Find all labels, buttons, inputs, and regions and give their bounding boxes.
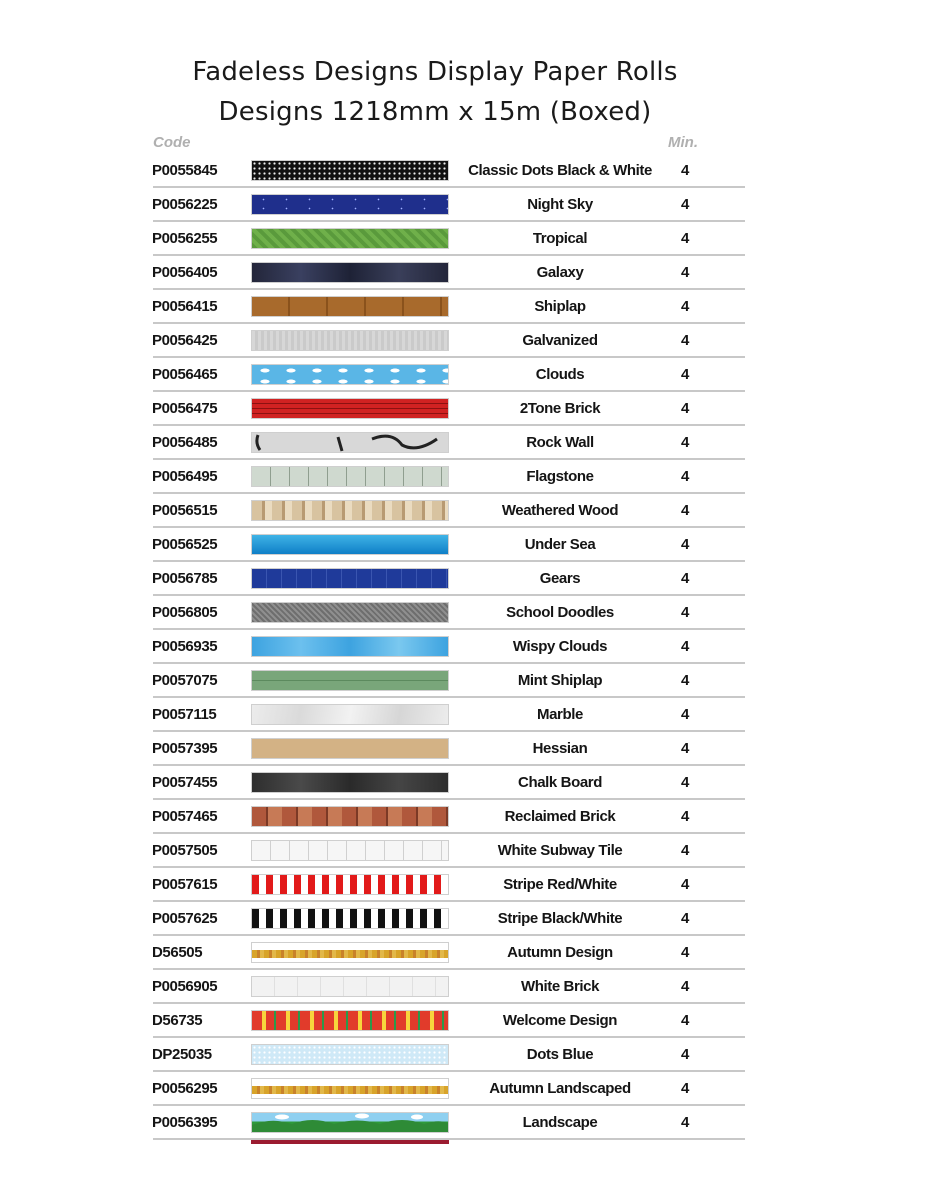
product-name: Landscape bbox=[522, 1114, 598, 1131]
row-divider bbox=[153, 1036, 745, 1038]
swatch-marble bbox=[251, 704, 449, 725]
row-divider bbox=[153, 424, 745, 426]
table-row bbox=[0, 937, 945, 971]
swatch-autumn-landscaped bbox=[251, 1078, 449, 1099]
min-quantity: 4 bbox=[681, 1080, 690, 1097]
product-code: P0056415 bbox=[152, 298, 218, 315]
product-name: Stripe Black/White bbox=[497, 910, 623, 927]
product-name: Autumn Landscaped bbox=[489, 1080, 631, 1097]
product-name: Galaxy bbox=[536, 264, 584, 281]
swatch-hessian bbox=[251, 738, 449, 759]
table-row bbox=[0, 733, 945, 767]
min-quantity: 4 bbox=[681, 298, 690, 315]
table-row bbox=[0, 223, 945, 257]
swatch-white-brick bbox=[251, 976, 449, 997]
table-row bbox=[0, 155, 945, 189]
product-name: Rock Wall bbox=[526, 434, 594, 451]
product-name: Wispy Clouds bbox=[512, 638, 608, 655]
product-name: Gears bbox=[539, 570, 581, 587]
swatch-flagstone bbox=[251, 466, 449, 487]
min-quantity: 4 bbox=[681, 502, 690, 519]
min-quantity: 4 bbox=[681, 1114, 690, 1131]
min-quantity: 4 bbox=[681, 230, 690, 247]
swatch-stripe-red bbox=[251, 874, 449, 895]
min-quantity: 4 bbox=[681, 842, 690, 859]
row-divider bbox=[153, 254, 745, 256]
min-quantity: 4 bbox=[681, 604, 690, 621]
product-code: D56505 bbox=[152, 944, 203, 961]
min-quantity: 4 bbox=[681, 638, 690, 655]
row-divider bbox=[153, 832, 745, 834]
product-code: P0056515 bbox=[152, 502, 218, 519]
min-quantity: 4 bbox=[681, 332, 690, 349]
product-name: Shiplap bbox=[534, 298, 586, 315]
product-code: P0057115 bbox=[152, 706, 217, 723]
code-column-header: Code bbox=[153, 134, 191, 151]
swatch-dots-bw bbox=[251, 160, 449, 181]
product-name: Autumn Design bbox=[507, 944, 613, 961]
product-name: White Brick bbox=[520, 978, 600, 995]
row-divider bbox=[153, 288, 745, 290]
table-row bbox=[0, 835, 945, 869]
row-divider bbox=[153, 798, 745, 800]
table-row bbox=[0, 257, 945, 291]
min-quantity: 4 bbox=[681, 910, 690, 927]
row-divider bbox=[153, 764, 745, 766]
product-name: Marble bbox=[537, 706, 583, 723]
table-row bbox=[0, 1039, 945, 1073]
product-code: P0056495 bbox=[152, 468, 218, 485]
product-code: P0056485 bbox=[152, 434, 218, 451]
min-quantity: 4 bbox=[681, 570, 690, 587]
table-row bbox=[0, 699, 945, 733]
min-quantity: 4 bbox=[681, 264, 690, 281]
product-name: Stripe Red/White bbox=[503, 876, 617, 893]
product-code: P0056935 bbox=[152, 638, 218, 655]
min-quantity: 4 bbox=[681, 672, 690, 689]
min-quantity: 4 bbox=[681, 434, 690, 451]
row-divider bbox=[153, 560, 745, 562]
table-row bbox=[0, 971, 945, 1005]
min-quantity: 4 bbox=[681, 196, 690, 213]
min-quantity: 4 bbox=[681, 808, 690, 825]
row-divider bbox=[153, 356, 745, 358]
table-row bbox=[0, 461, 945, 495]
product-code: P0056465 bbox=[152, 366, 218, 383]
cropped-swatch bbox=[251, 1140, 449, 1144]
table-row bbox=[0, 631, 945, 665]
product-code: P0055845 bbox=[152, 162, 218, 179]
product-name: Flagstone bbox=[526, 468, 594, 485]
table-row bbox=[0, 801, 945, 835]
swatch-gears bbox=[251, 568, 449, 589]
row-divider bbox=[153, 1002, 745, 1004]
product-name: Weathered Wood bbox=[501, 502, 619, 519]
min-quantity: 4 bbox=[681, 366, 690, 383]
swatch-dots-blue bbox=[251, 1044, 449, 1065]
swatch-subway-tile bbox=[251, 840, 449, 861]
swatch-welcome bbox=[251, 1010, 449, 1031]
product-code: P0056225 bbox=[152, 196, 218, 213]
table-row bbox=[0, 1073, 945, 1107]
product-code: P0057505 bbox=[152, 842, 218, 859]
table-row bbox=[0, 359, 945, 393]
row-divider bbox=[153, 220, 745, 222]
swatch-reclaimed-brick bbox=[251, 806, 449, 827]
product-code: P0056295 bbox=[152, 1080, 218, 1097]
swatch-mint-shiplap bbox=[251, 670, 449, 691]
product-name: Chalk Board bbox=[518, 774, 602, 791]
product-code: D56735 bbox=[152, 1012, 203, 1029]
product-code: P0056525 bbox=[152, 536, 218, 553]
product-code: P0057625 bbox=[152, 910, 218, 927]
table-row bbox=[0, 393, 945, 427]
min-quantity: 4 bbox=[681, 944, 690, 961]
swatch-clouds bbox=[251, 364, 449, 385]
table-row bbox=[0, 427, 945, 461]
row-divider bbox=[153, 390, 745, 392]
product-code: P0057615 bbox=[152, 876, 218, 893]
swatch-chalk-board bbox=[251, 772, 449, 793]
row-divider bbox=[153, 594, 745, 596]
table-row bbox=[0, 767, 945, 801]
page-subtitle: Designs 1218mm x 15m (Boxed) bbox=[218, 97, 652, 127]
min-quantity: 4 bbox=[681, 400, 690, 417]
product-code: P0057455 bbox=[152, 774, 218, 791]
page-title: Fadeless Designs Display Paper Rolls bbox=[192, 57, 678, 87]
min-quantity: 4 bbox=[681, 774, 690, 791]
table-row bbox=[0, 495, 945, 529]
min-quantity: 4 bbox=[681, 876, 690, 893]
row-divider bbox=[153, 900, 745, 902]
product-name: Mint Shiplap bbox=[517, 672, 603, 689]
product-code: P0056475 bbox=[152, 400, 218, 417]
product-name: Classic Dots Black & White bbox=[468, 162, 652, 179]
table-row bbox=[0, 291, 945, 325]
product-code: DP25035 bbox=[152, 1046, 212, 1063]
product-code: P0056405 bbox=[152, 264, 218, 281]
product-name: Dots Blue bbox=[526, 1046, 594, 1063]
row-divider bbox=[153, 492, 745, 494]
product-code: P0057395 bbox=[152, 740, 218, 757]
swatch-tropical bbox=[251, 228, 449, 249]
row-divider bbox=[153, 526, 745, 528]
swatch-doodles bbox=[251, 602, 449, 623]
swatch-weathered-wood bbox=[251, 500, 449, 521]
product-name: White Subway Tile bbox=[497, 842, 623, 859]
swatch-shiplap bbox=[251, 296, 449, 317]
row-divider bbox=[153, 1138, 745, 1140]
row-divider bbox=[153, 628, 745, 630]
min-quantity: 4 bbox=[681, 978, 690, 995]
product-code: P0057465 bbox=[152, 808, 218, 825]
table-row bbox=[0, 597, 945, 631]
row-divider bbox=[153, 1070, 745, 1072]
product-name: Tropical bbox=[532, 230, 588, 247]
min-quantity: 4 bbox=[681, 468, 690, 485]
table-row bbox=[0, 1005, 945, 1039]
swatch-stripe-black bbox=[251, 908, 449, 929]
product-code: P0056785 bbox=[152, 570, 218, 587]
swatch-under-sea bbox=[251, 534, 449, 555]
row-divider bbox=[153, 322, 745, 324]
swatch-landscape bbox=[251, 1112, 449, 1133]
row-divider bbox=[153, 1104, 745, 1106]
table-row bbox=[0, 665, 945, 699]
row-divider bbox=[153, 458, 745, 460]
product-name: School Doodles bbox=[506, 604, 614, 621]
product-code: P0056805 bbox=[152, 604, 218, 621]
swatch-night-sky bbox=[251, 194, 449, 215]
swatch-rock-wall bbox=[251, 432, 449, 453]
min-quantity: 4 bbox=[681, 740, 690, 757]
product-name: Reclaimed Brick bbox=[504, 808, 616, 825]
min-quantity: 4 bbox=[681, 536, 690, 553]
table-row bbox=[0, 529, 945, 563]
row-divider bbox=[153, 866, 745, 868]
min-quantity: 4 bbox=[681, 1046, 690, 1063]
product-name: 2Tone Brick bbox=[519, 400, 601, 417]
row-divider bbox=[153, 696, 745, 698]
swatch-red-brick bbox=[251, 398, 449, 419]
swatch-wispy-clouds bbox=[251, 636, 449, 657]
product-code: P0056395 bbox=[152, 1114, 218, 1131]
product-name: Under Sea bbox=[524, 536, 596, 553]
product-name: Night Sky bbox=[527, 196, 593, 213]
product-code: P0056255 bbox=[152, 230, 218, 247]
min-quantity: 4 bbox=[681, 706, 690, 723]
swatch-galvanized bbox=[251, 330, 449, 351]
product-name: Hessian bbox=[532, 740, 588, 757]
table-row bbox=[0, 869, 945, 903]
product-name: Galvanized bbox=[522, 332, 598, 349]
row-divider bbox=[153, 730, 745, 732]
product-code: P0056905 bbox=[152, 978, 218, 995]
product-code: P0057075 bbox=[152, 672, 218, 689]
table-row bbox=[0, 189, 945, 223]
swatch-autumn bbox=[251, 942, 449, 963]
row-divider bbox=[153, 662, 745, 664]
product-name: Clouds bbox=[535, 366, 585, 383]
table-row bbox=[0, 325, 945, 359]
table-row bbox=[0, 563, 945, 597]
min-quantity: 4 bbox=[681, 162, 690, 179]
min-quantity: 4 bbox=[681, 1012, 690, 1029]
min-column-header: Min. bbox=[668, 134, 698, 151]
table-row bbox=[0, 1107, 945, 1141]
table-row bbox=[0, 903, 945, 937]
row-divider bbox=[153, 934, 745, 936]
product-name: Welcome Design bbox=[502, 1012, 618, 1029]
swatch-galaxy bbox=[251, 262, 449, 283]
row-divider bbox=[153, 186, 745, 188]
row-divider bbox=[153, 968, 745, 970]
product-code: P0056425 bbox=[152, 332, 218, 349]
